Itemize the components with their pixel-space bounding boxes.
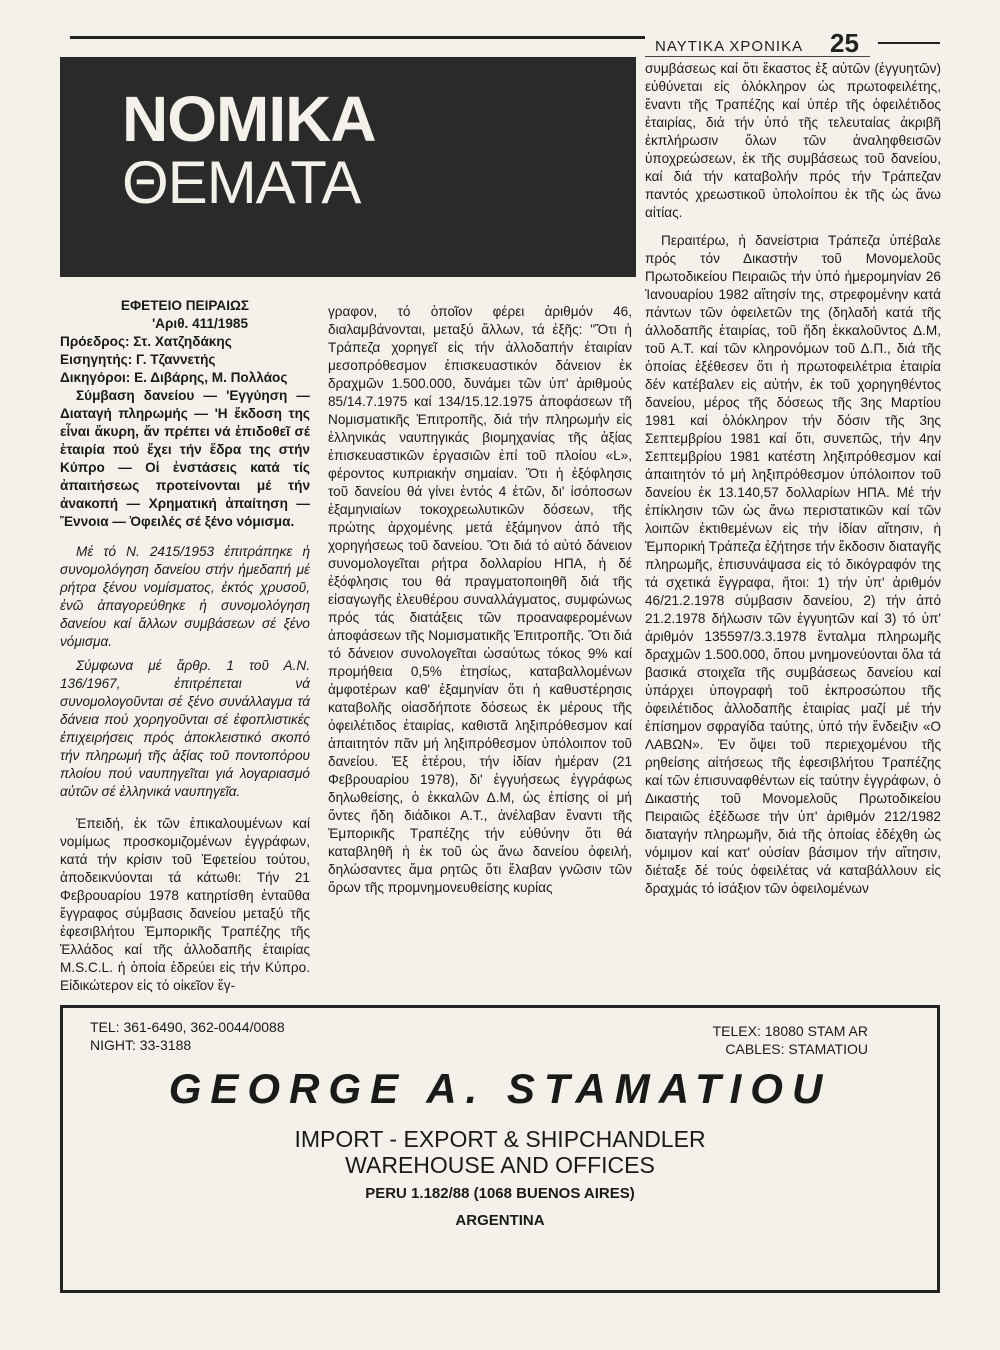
ad-business-line: IMPORT - EXPORT & SHIPCHANDLER — [294, 1126, 706, 1152]
article-body-col3-para2: Περαιτέρω, ἡ δανείστρια Τράπεζα ὑπέβαλε πρός τόν Δικαστήν τοῦ Μονομελοῦς Πρωτοδικείου Πειραιῶς τήν ὑπό ἡμερομηνίαν 26 Ἰανουαρίου 1982 αἴτησίν της, στρεφομένην κατά πάντων τῶν ὀφειλετῶν της (δηλαδή κατά τῆς ἀλλοδαπῆς ἑταιρίας, τοῦ ἤδη ἐκκαλοῦντος Δ.Μ, τοῦ Α.Τ. καί τῶν κληρονόμων τοῦ Δ.Π., διά τῆς ὁποίας ἐξέθεσεν ὅτι ἡ πρωτοφειλέτρια ἑταιρία δέν κατέβαλεν εἰς αὐτήν, ἐκ τοῦ χορηγηθέντος δανείου, μέρος τῆς δόσεως τῆς 3ης Μαρτίου 1981 καί ὁλόκληρον τήν δόσιν τῆς 3ης Σεπτεμβρίου 1981 καί ὅτι, συνεπῶς, τήν 4ην Σεπτεμβρίου 1981 κατέστη ληξιπρόθεσμον καί ἀπαιτητόν τό μή ληξιπρόθεσμον ὑπόλοιπον τοῦ δανείου ἐκ 13.140,57 δολλαρίων ΗΠΑ. Μέ τήν ἐπίκλησιν τῶν ὡς ἄνω περιστατικῶν καί τῶν λοιπῶν ἐκτιθεμένων εἰς τήν ἰδίαν αἴτησιν, ἡ Ἐμπορική Τράπεζα ἐζήτησε τήν ἔκδοσιν διαταγῆς πληρωμῆς, ἐπισυνάψασα εἰς τό δικόγραφόν της τά σχετικά ἔγγραφα, ἤτοι: 1) τήν ὑπ' ἀριθμόν 46/21.2.1978 σύμβασιν δανείου, 2) τήν ἀπό 21.2.1978 δήλωσιν τῶν ἐγγυητῶν καί 3) τό ὑπ' ἀριθμόν 135597/3.3.1978 ἔνταλμα πληρωμῆς δραχμῶν 1.500.000, ὅπου μνημονεύονται ὅλα τά βασικά στοιχεῖα τῆς συμβάσεως δανείου καί ὑπάρχει ὑπογραφή τοῦ ἐκπροσώπου τῆς ὀφειλέτιδος ἀλλοδαπῆς ἑταιρίας μαζί μέ τήν ἐπίσημον σφραγίδα ταύτης, ὑπό τήν ἔνδειξιν «Ο ΛΑΒΩΝ». Ἐν ὄψει τοῦ περιεχομένου τῆς ρηθείσης αἰτήσεως τῆς ἐφεσιβλήτου Τραπέζης καί τῶν ἐπισυναφθέντων εἰς ταύτην ἐγγράφων, ὁ Δικαστής τοῦ Μονομελοῦς Πρωτοδικείου Πειραιῶς ἐξέδωσε τήν ὑπ' ἀριθμόν 212/1982 διαταγήν πληρωμῆν, διά τῆς ὁποίας ἐδέχθη ὡς νόμιμον καί κατ' οὐσίαν βάσιμον τήν αἴτησιν, διέταξε δέ τούς ὀφειλέτας νά καταβάλλουν εἰς δραχμάς τό ἰσάξιον τῶν ὀφειλομένων — [645, 233, 941, 896]
article-column-3 — [645, 60, 941, 904]
ad-night: NIGHT: 33-3188 — [90, 1037, 192, 1053]
section-title-line2: ΘΕΜΑΤΑ — [122, 149, 361, 216]
article-body-col3-para1: συμβάσεως καί ὅτι ἕκαστος ἐξ αὐτῶν (ἐγγυητῶν) εὐθύνεται εἰς ὁλόκληρον ὡς πρωτοφειλέτης, ἔναντι τῆς Τραπέζης καί ὑπέρ τῆς ὀφειλέτιδος ἑταιρίας, διά τήν ὑπό τῆς τελευταίας ἀκριβῆ ἐκπλήρωσιν ὅλων τῶν ἀναληφθεισῶν ὑποχρεώσεων, ἐκ τῆς συμβάσεως τοῦ δανείου, καί διά τήν καταβολήν πρός τήν Τράπεζαν παντός χρεωστικοῦ ὑπολοίπου ἐκ τῆς ὡς ἄνω αἰτίας. — [645, 61, 941, 220]
case-president: Πρόεδρος: Στ. Χατζηδάκης — [60, 334, 232, 349]
ad-warehouse-line: WAREHOUSE AND OFFICES — [345, 1152, 655, 1178]
ad-telex-block — [660, 1022, 868, 1058]
ad-cables: CABLES: STAMATIOU — [725, 1041, 868, 1057]
ad-phone-block — [90, 1018, 285, 1054]
magazine-name: ΝΑΥΤΙΚΑ ΧΡΟΝΙΚΑ — [655, 38, 804, 55]
article-body-col2: γραφον, τό ὁποῖον φέρει ἀριθμόν 46, διαλαμβάνονται, μεταξύ ἄλλων, τά ἑξῆς: "Ὅτι ἡ Τράπεζα χορηγεῖ εἰς τήν ἀλλοδαπήν ἑταιρίαν μεσοπρόθεσμον ἐπισκευαστικόν δάνειον ἐκ δραχμῶν 1.500.000, δυνάμει τῶν ὑπ' ἀριθμούς 85/14.7.1975 καί 134/15.12.1975 ἀποφάσεων τῆ Νομισματικῆς Ἐπιτροπῆς, διά τήν πληρωμήν εἰς ἑλληνικάς ναυπηγικάς βιομηχανίας τῆς ἀξίας ἐπισκευαστικῶν ἐργασιῶν ἐπί τοῦ πλοίου «L», φέροντος κυπριακήν σημαίαν. Ὅτι ἡ ἐξόφλησις τοῦ δανείου θά γίνει ἐντός 4 ἐτῶν, δι' ἰσόποσων ἑξαμηνιαίων τοκοχρεωλυτικῶν δόσεων, τῆς πρώτης ἀρχομένης μετά ἑξάμηνον ἀπό τῆς χορηγήσεως τοῦ δανείου. Ὅτι διά τό αὐτό δάνειον συνομολογεῖται ρήτρα δολλαρίου ΗΠΑ, ἡ δέ ἐξόφλησις του θά πραγματοποιηθῆ διά τῆς εἰσαγωγῆς ἐλευθέρου συναλλάγματος, συμφώνως πρός τάς διατάξεις τῶν προαναφερομένων ἀποφάσεων τῆς Νομισματικῆς Ἐπιτροπῆς. Ὅτι διά τό δάνειον συνολογεῖται ὡσαύτως τόκος 9% καί προμήθεια 0,5% ἐτησίως, καταβαλλομένων ἀμφοτέρων καθ' ἑξαμηνίαν ὅτι ἡ καθυστέρησις καταβολῆς οἱασδήποτε δόσεως ἐκ μέρους τῆς ὀφειλέτιδος ἑταιρίας, καθιστᾶ ληξιπρόθεσμον καί ἀπαιτητόν πᾶν μή ληξιπρόθεσμον ὑπόλοιπον τοῦ δανείου. Ἐξ ἑτέρου, τήν ἰδίαν ἡμέραν (21 Φεβρουαρίου 1978), δι' ἐγγυήσεως ἐγγράφως δηλωθείσης, ὁ ἐκκαλῶν Δ.Μ, ὡς ἐπίσης οἱ μή ὄντες ἤδη διάδικοι Α.Τ., ἀνέλαβαν ἔναντι τῆς Ἐμπορικῆς Τραπέζης τήν εὐθύνην ὅτι θά καταβληθῆ ἡ ἐκ τοῦ ὡς ἄνω δανείου ὀφειλή, δηλώσαντες ἅμα ρητῶς ὅτι ἔλαβαν γνῶσιν τῶν ὅρων τῆς προμνημονευθείσης κυρίας — [328, 304, 632, 895]
ad-address: PERU 1.182/88 (1068 BUENOS AIRES) — [365, 1185, 635, 1202]
page-number: 25 — [830, 28, 859, 58]
ad-country: ARGENTINA — [455, 1212, 545, 1229]
case-lawyers: Δικηγόροι: Ε. Διβάρης, Μ. Πολλάος — [60, 370, 288, 385]
article-column-1 — [60, 297, 310, 1001]
case-number: 'Αριθ. 411/1985 — [151, 316, 249, 331]
ad-tel: TEL: 361-6490, 362-0044/0088 — [90, 1019, 285, 1035]
case-rapporteur: Εισηγητής: Γ. Τζαννετής — [60, 352, 216, 367]
italic-paragraph-1: Μέ τό Ν. 2415/1953 ἐπιτράπηκε ἡ συνομολόγηση δανείου στήν ἡμεδαπή μέ ρήτρα ξένου νομίσματος, ἐκτός χρυσοῦ, ἐνῶ ἀπαγορεύθηκε ἡ συνομολόγηση δανείου καί ἄλλων συμβάσεων σέ ξένο νόμισμα. — [60, 544, 310, 649]
court-name: ΕΦΕΤΕΙΟ ΠΕΙΡΑΙΩΣ — [120, 298, 250, 313]
section-title-line1: ΝΟΜΙΚΑ — [122, 83, 376, 155]
header-rule-right — [878, 42, 940, 44]
ad-telex: TELEX: 18080 STAM AR — [712, 1023, 868, 1039]
case-summary: Σύμβαση δανείου — 'Εγγύηση — Διαταγή πληρωμής — 'Η ἔκδοση της εἶναι ἄκυρη, ἄν πρέπει νά ἐπιδοθεῖ σέ ἑταιρία πού ἔχει τήν ἕδρα της στήν Κύπρο — Οἱ ἐνστάσεις κατά τίς ἀπαιτήσεως προτείνονται μέ τήν ἀνακοπή — Χρηματική ἀπαίτηση — Ἔννοια — Ὀφειλές σέ ξένο νόμισμα. — [60, 388, 310, 529]
header-rule — [70, 36, 645, 39]
article-body-col1: Ἐπειδή, ἐκ τῶν ἐπικαλουμένων καί νομίμως προσκομιζομένων ἐγγράφων, κατά τήν κρίσιν τοῦ Ἐφετείου τούτου, ἀποδεικνύονται τά κάτωθι: Τήν 21 Φεβρουαρίου 1978 κατηρτίσθη ἐνταῦθα ἔγγραφος σύμβασις δανείου μεταξύ τῆς ἐφεσιβλήτου Ἐμπορικῆς Τραπέζης τῆς Ἑλλάδος καί τῆς ἀλλοδαπῆς ἑταιρίας M.S.C.L. ἡ ὁποία ἑδρεύει εἰς τήν Κύπρο. Εἰδικώτερον εἰς τό οἰκεῖον ἔγ- — [60, 816, 310, 993]
ad-company-name: GEORGE A. STAMATIOU — [168, 1065, 832, 1112]
article-column-2 — [328, 303, 632, 903]
italic-paragraph-2: Σύμφωνα μέ ἄρθρ. 1 τοῦ Α.Ν. 136/1967, ἐπιτρέπεται νά συνομολογοῦνται σέ ξένο συνάλλαγμα τά δάνεια πού χορηγοῦνται σέ ἐφοπλιστικές ἐπιχειρήσεις πρός ἀποκλειστικό σκοπό τήν πληρωμή τῆς ἀξίας τοῦ ποντοπόρου πλοίου πού ναυπηγεῖται γιά λογαριασμό αὐτῶν σέ ἑλληνικά ναυπηγεῖα. — [60, 658, 310, 799]
